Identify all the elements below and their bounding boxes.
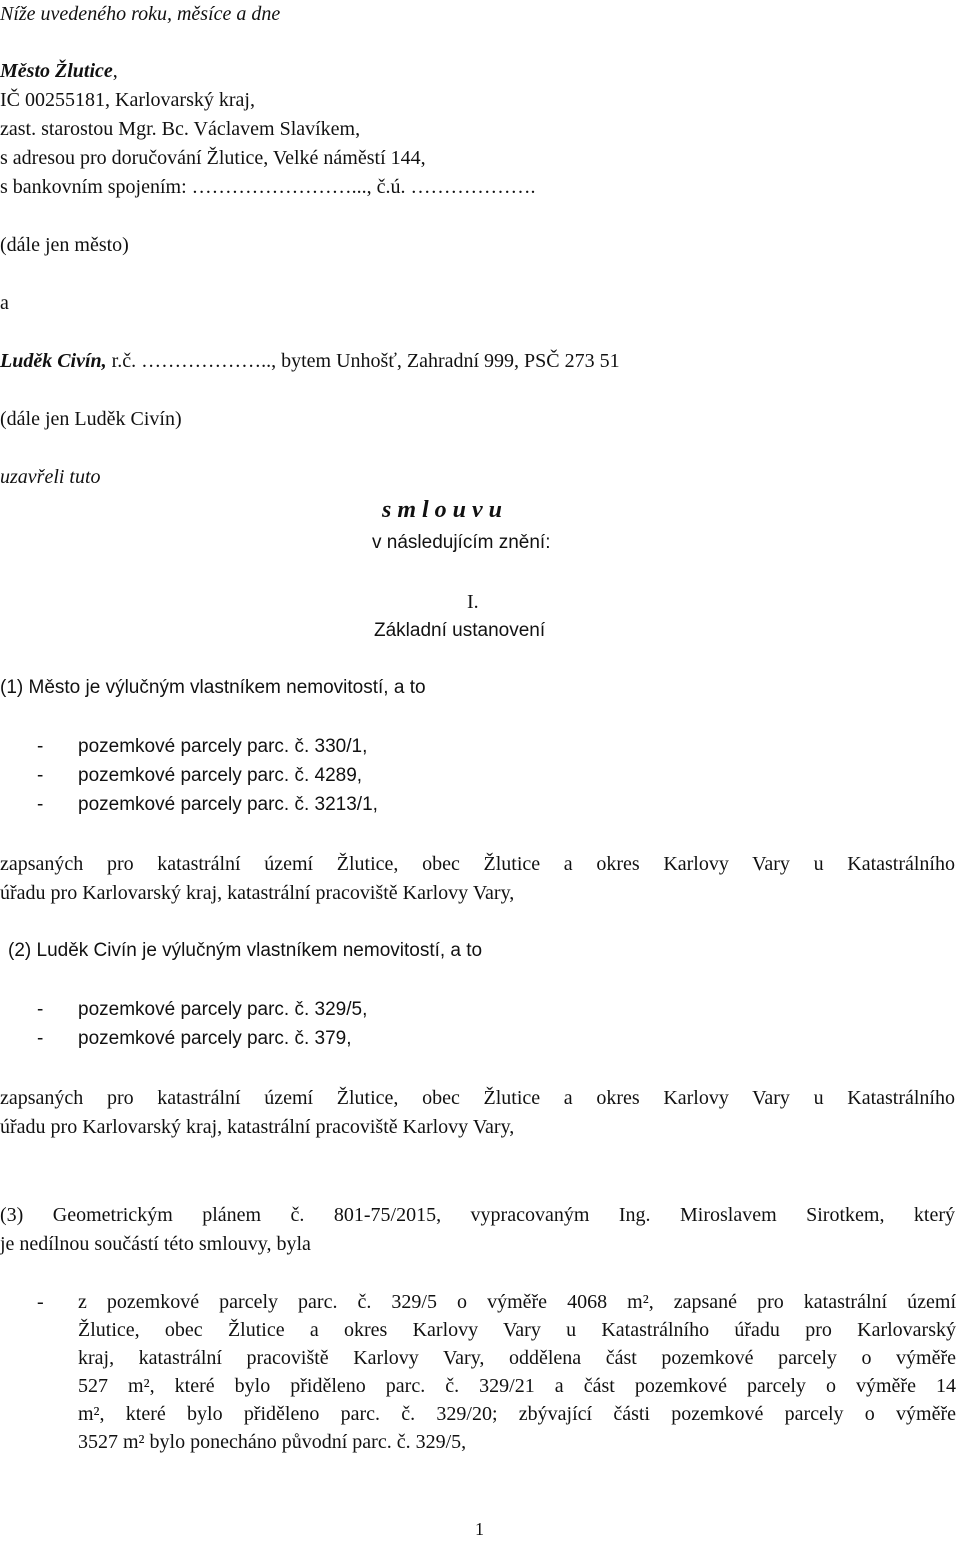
party2-line: [0, 347, 620, 375]
p3-line2: je nedílnou součástí této smlouvy, byla: [0, 1233, 311, 1255]
p2-intro: (2) Luděk Civín je výlučným vlastníkem nemovitostí, a to: [8, 940, 483, 961]
p3-item: [78, 1288, 956, 1456]
concluded-line: uzavřeli tuto: [0, 466, 101, 488]
party1-ic: IČ 00255181, Karlovarský kraj,: [0, 89, 255, 111]
p1-item: pozemkové parcely parc. č. 4289,: [78, 765, 363, 786]
party1-bank: s bankovním spojením: ……………………..., č.ú. ……………….: [0, 176, 536, 198]
p3-item-line: 3527 m² bylo ponecháno původní parc. č. 329/5,: [78, 1431, 467, 1453]
p2-item: pozemkové parcely parc. č. 329/5,: [78, 999, 368, 1020]
conjunction-and: a: [0, 292, 9, 314]
p3-line1: (3) Geometrickým plánem č. 801-75/2015, vypracovaným Ing. Miroslavem Sirotkem, který: [0, 1204, 955, 1226]
page-number: 1: [475, 1519, 484, 1539]
p1-item: pozemkové parcely parc. č. 3213/1,: [78, 794, 378, 815]
party2-alias: (dále jen Luděk Civín): [0, 408, 182, 430]
p3-item-line: m², které bylo přiděleno parc. č. 329/20; zbývající části pozemkové parcely o výměře: [78, 1403, 956, 1425]
party1-representative: zast. starostou Mgr. Bc. Václavem Slavíkem,: [0, 118, 361, 140]
p2-bullet: -: [37, 1028, 44, 1049]
p3-item-line: 527 m², které bylo přiděleno parc. č. 329/21 a část pozemkové parcely o výměře 14: [78, 1375, 956, 1397]
contract-subtitle: v následujícím znění:: [372, 532, 551, 553]
intro-line: Níže uvedeného roku, měsíce a dne: [0, 3, 281, 25]
p3-item-line: Žlutice, obec Žlutice a okres Karlovy Vary u Katastrálního úřadu pro Karlovarský: [78, 1319, 956, 1341]
party2-details: r.č. ……………….., bytem Unhošť, Zahradní 999, PSČ 273 51: [106, 350, 620, 372]
p3-bullet: -: [37, 1291, 44, 1313]
p3-item-line: z pozemkové parcely parc. č. 329/5 o výměře 4068 m², zapsané pro katastrální území: [78, 1291, 956, 1313]
party1-name: Město Žlutice: [0, 60, 113, 82]
p1-bullet: -: [37, 794, 44, 815]
p1-registry-line2: úřadu pro Karlovarský kraj, katastrální pracoviště Karlovy Vary,: [0, 882, 515, 904]
party1-name-line: [0, 57, 118, 85]
party1-alias: (dále jen město): [0, 234, 129, 256]
p3-item-line: kraj, katastrální pracoviště Karlovy Vary, oddělena část pozemkové parcely o výměře: [78, 1347, 956, 1369]
p2-item: pozemkové parcely parc. č. 379,: [78, 1028, 352, 1049]
p2-registry-line1: zapsaných pro katastrální území Žlutice, obec Žlutice a okres Karlovy Vary u Katastrálního: [0, 1087, 955, 1109]
party1-name-suffix: ,: [112, 60, 118, 82]
p2-registry-line2: úřadu pro Karlovarský kraj, katastrální pracoviště Karlovy Vary,: [0, 1116, 515, 1138]
contract-title: s m l o u v u: [382, 497, 503, 523]
party1-address: s adresou pro doručování Žlutice, Velké náměstí 144,: [0, 147, 426, 169]
party2-name: Luděk Civín,: [0, 350, 107, 372]
p1-bullet: -: [37, 765, 44, 786]
section-title: Základní ustanovení: [374, 620, 546, 641]
section-number: I.: [467, 591, 479, 613]
p1-intro: (1) Město je výlučným vlastníkem nemovitostí, a to: [0, 677, 426, 698]
p1-item: pozemkové parcely parc. č. 330/1,: [78, 736, 368, 757]
p1-bullet: -: [37, 736, 44, 757]
p1-registry-line1: zapsaných pro katastrální území Žlutice, obec Žlutice a okres Karlovy Vary u Katastrálního: [0, 853, 955, 875]
p2-bullet: -: [37, 999, 44, 1020]
